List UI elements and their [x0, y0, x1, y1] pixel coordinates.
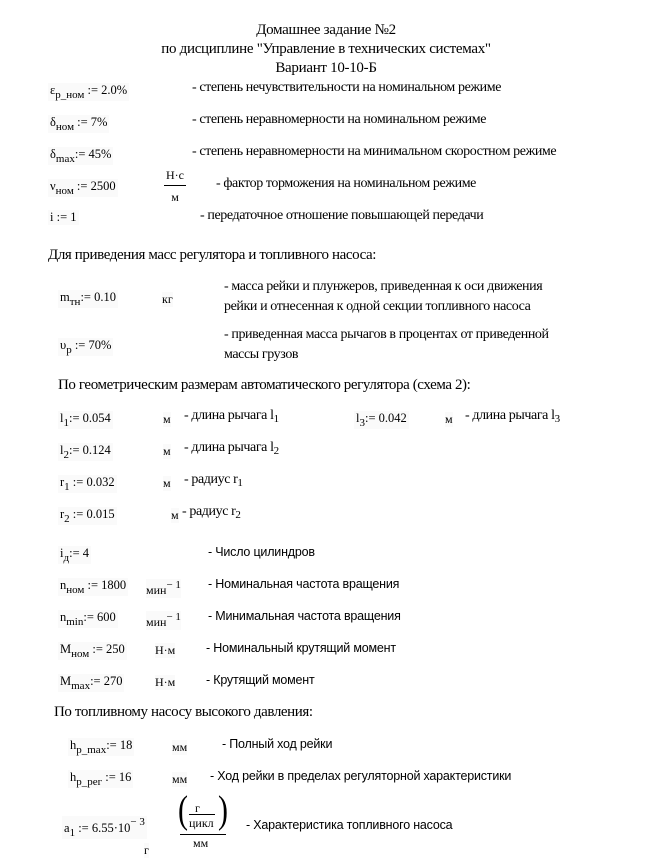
unit-m-l2: м: [163, 444, 171, 458]
formula-a1[interactable]: $a_1$ := $6.55\cdot 10^{- 3}$: [64, 816, 145, 839]
formula-delta-nom[interactable]: $\delta_{ном}$ := 7%: [50, 115, 108, 133]
desc-m-tn-line2: рейки и отнесенная к одной секции топливного насоса: [224, 299, 531, 314]
formula-l3[interactable]: $l_3:= 0.042$: [356, 411, 407, 429]
formula-l2[interactable]: $l_2:= 0.124$: [60, 443, 111, 461]
desc-l2: - длина рычага $l_2$: [184, 440, 279, 457]
desc-a1: - Характеристика топливного насоса: [246, 818, 453, 832]
unit-mm-max: мм: [172, 740, 188, 754]
unit-numerator-paren: ( г цикл ): [178, 788, 228, 832]
formula-eps-nom[interactable]: $\varepsilon_{p\_ном}$ := 2.0%: [50, 83, 128, 101]
formula-l1[interactable]: $l_1:= 0.054$: [60, 411, 111, 429]
unit-mm-reg: мм: [172, 772, 188, 786]
desc-h-p-reg: - Ход рейки в пределах регуляторной характеристики: [210, 769, 512, 783]
formula-r2[interactable]: $r_2$ := 0.015: [60, 507, 115, 525]
formula-n-nom[interactable]: $n_{ном}$ := 1800: [60, 578, 127, 596]
cut-off-formula-fragment: г: [144, 843, 149, 857]
left-paren: (: [178, 788, 188, 832]
desc-h-p-max: - Полный ход рейки: [222, 737, 333, 751]
desc-l1: - длина рычага $l_1$: [184, 408, 279, 425]
formula-upsilon-p[interactable]: $\upsilon_р$ := 70%: [60, 338, 112, 356]
unit-nm-max: Н·м: [155, 675, 176, 689]
unit-m-l1: м: [163, 412, 171, 426]
unit-m-l3: м: [445, 412, 453, 426]
formula-h-p-max[interactable]: $h_{p\_max}:= 18$: [70, 738, 133, 756]
formula-nu-nom[interactable]: $\nu_{ном}$ := 2500: [50, 179, 116, 197]
desc-upsilon-p-line2: массы грузов: [224, 347, 299, 362]
unit-rpm-min: мин$^{- 1}$: [146, 611, 181, 629]
unit-kg: кг: [162, 292, 173, 306]
unit-rpm-nom: мин$^{- 1}$: [146, 579, 181, 597]
formula-m-nom[interactable]: $M_{ном}$ := 250: [60, 642, 125, 660]
course-subtitle: по дисциплине "Управление в технических системах": [161, 41, 491, 57]
desc-m-max: - Крутящий момент: [206, 673, 315, 687]
formula-i-d[interactable]: $i_д:= 4$: [60, 546, 89, 564]
desc-m-tn-line1: - масса рейки и плунжеров, приведенная к оси движения: [224, 279, 543, 294]
desc-i-d: - Число цилиндров: [208, 545, 315, 559]
formula-h-p-reg[interactable]: $h_{p\_рег}$ := 16: [70, 770, 132, 788]
unit-m-r2: м: [171, 508, 179, 522]
desc-upsilon-p-line1: - приведенная масса рычагов в процентах от приведенной: [224, 327, 549, 342]
desc-delta-nom: - степень неравномерности на номинальном режиме: [192, 112, 487, 127]
document-title: Домашнее задание №2: [256, 22, 396, 38]
desc-r2: - радиус $r_2$: [182, 504, 241, 521]
formula-m-max[interactable]: $M_{max}:= 270$: [60, 674, 123, 692]
inner-fraction-bar: [189, 814, 215, 815]
right-paren: ): [218, 788, 228, 832]
formula-n-min[interactable]: $n_{min}:= 600$: [60, 610, 116, 628]
outer-fraction-bar: [180, 834, 226, 835]
variant-label: Вариант 10-10-Б: [275, 60, 377, 76]
desc-i: - передаточное отношение повышающей передачи: [200, 208, 484, 223]
desc-eps-nom: - степень нечувствительности на номинальном режиме: [192, 80, 502, 95]
desc-n-min: - Минимальная частота вращения: [208, 609, 401, 623]
section-heading-pump: По топливному насосу высокого давления:: [54, 704, 313, 720]
section-heading-masses: Для приведения масс регулятора и топливного насоса:: [48, 247, 377, 263]
section-heading-geometry: По геометрическим размерам автоматического регулятора (схема 2):: [58, 377, 471, 393]
formula-m-tn[interactable]: $m_{тн}:= 0.10$: [60, 290, 116, 308]
desc-l3: - длина рычага $l_3$: [465, 408, 560, 425]
unit-fraction-ns-per-m: Н·с м: [166, 168, 184, 204]
desc-r1: - радиус $r_1$: [184, 472, 243, 489]
formula-r1[interactable]: $r_1$ := 0.032: [60, 475, 115, 493]
desc-nu-nom: - фактор торможения на номинальном режиме: [216, 176, 476, 191]
formula-delta-max[interactable]: $\delta_{max}:= 45\%$: [50, 147, 112, 165]
formula-i[interactable]: i := 1: [50, 210, 77, 224]
unit-m-r1: м: [163, 476, 171, 490]
unit-nm-nom: Н·м: [155, 643, 176, 657]
desc-m-nom: - Номинальный крутящий момент: [206, 641, 396, 655]
desc-n-nom: - Номинальная частота вращения: [208, 577, 400, 591]
unit-fraction-g-per-cycle-per-mm: ( г цикл ) мм: [178, 788, 228, 850]
desc-delta-max: - степень неравномерности на минимальном скоростном режиме: [192, 144, 557, 159]
